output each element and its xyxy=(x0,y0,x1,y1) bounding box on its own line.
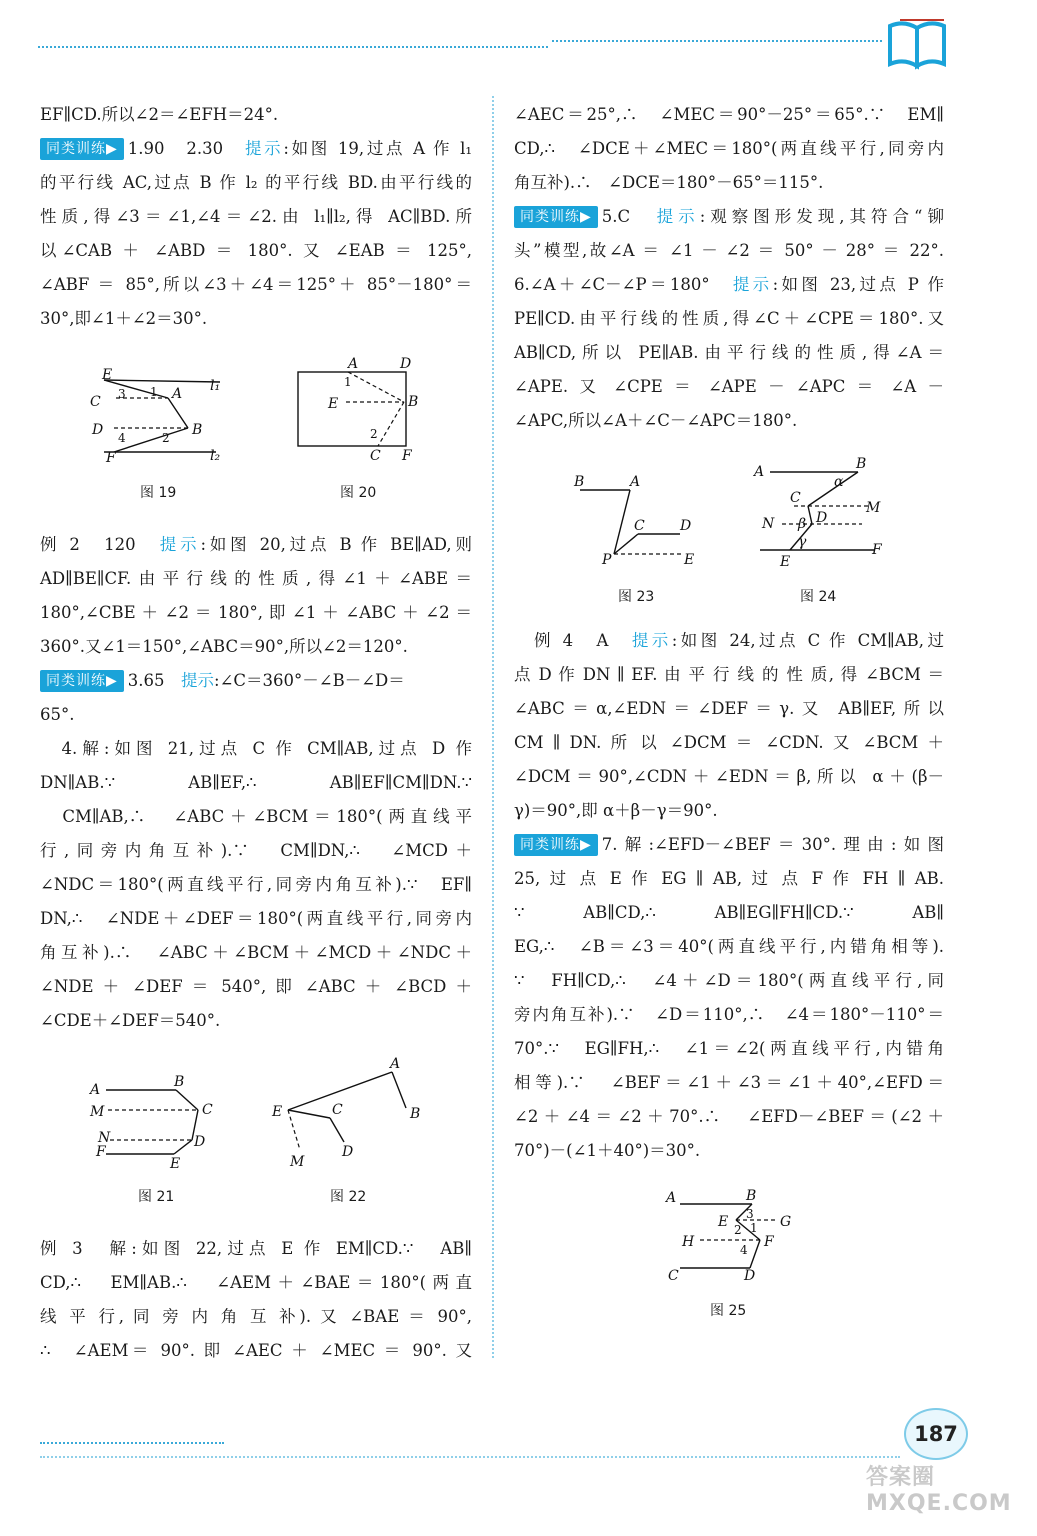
text-line xyxy=(40,132,472,166)
fig22-label: E xyxy=(272,1104,283,1120)
text-run: ∠NDE ＋ ∠DEF ＝ 540°, 即 ∠ABC ＋ ∠BCD ＋ xyxy=(40,977,472,996)
hint-label: 提示 xyxy=(732,275,773,294)
column-divider xyxy=(492,96,494,1358)
text-line xyxy=(40,834,472,868)
text-line xyxy=(40,596,472,630)
text-run: ∠ABF ＝ 85°,所以∠3＋∠4＝125°＋ 85°－180°＝ xyxy=(40,275,472,294)
text-run: ∠APE. 又 ∠CPE ＝ ∠APE － ∠APC ＝ ∠A － xyxy=(514,377,944,396)
text-line xyxy=(40,302,472,336)
text-line xyxy=(514,336,944,370)
text-line xyxy=(514,302,944,336)
text-line xyxy=(514,794,944,828)
text-run: 角互补).∴ ∠DCE＝180°－65°＝115°. xyxy=(514,173,824,192)
text-run: ∠DCM＝90°,∠CDN＋∠EDN＝β,所以 α＋(β－ xyxy=(514,767,944,786)
left-column-block-1 xyxy=(40,98,472,336)
text-run: AB∥CD,所以 PE∥AB.由平行线的性质,得∠A＝ xyxy=(514,343,944,362)
fig21-label: M xyxy=(90,1104,105,1120)
text-line xyxy=(514,1032,944,1066)
text-line xyxy=(40,868,472,902)
fig19-label: 1 xyxy=(150,385,158,399)
text-line xyxy=(514,404,944,438)
footer-dotted-rule xyxy=(40,1456,900,1458)
text-run: 180°,∠CBE ＋ ∠2 ＝ 180°, 即 ∠1 ＋ ∠ABC ＋ ∠2 ＝ xyxy=(40,603,472,622)
text-run: 相等).∵ ∠BEF＝∠1＋∠3＝∠1＋40°,∠EFD＝ xyxy=(514,1073,944,1092)
text-run: 5.C xyxy=(601,207,657,226)
text-run: 70°)－(∠1＋40°)＝30°. xyxy=(514,1141,701,1160)
right-column-block-1 xyxy=(514,98,944,438)
text-run: :观察图形发现,其符合“铆 xyxy=(699,207,944,226)
fig25-label: 1 xyxy=(750,1221,758,1235)
fig25-label: B xyxy=(746,1188,757,1204)
fig20-label: D xyxy=(400,356,412,372)
text-run: CD,∴ ∠DCE＋∠MEC＝180°(两直线平行,同旁内 xyxy=(514,139,944,158)
text-run: 7.解:∠EFD－∠BEF＝30°.理由:如图 xyxy=(601,835,944,854)
left-column-block-3 xyxy=(40,1232,472,1368)
figure-25 xyxy=(660,1184,800,1284)
watermark: 答案圈 MXQE.COM xyxy=(866,1465,1012,1516)
fig25-label: 3 xyxy=(746,1207,754,1221)
figure-21 xyxy=(86,1070,226,1174)
text-line xyxy=(40,970,472,1004)
text-line xyxy=(514,234,944,268)
text-line xyxy=(514,1100,944,1134)
text-line xyxy=(514,98,944,132)
figure-22 xyxy=(268,1054,434,1174)
text-line xyxy=(40,1334,472,1368)
fig21-label: N xyxy=(98,1130,111,1146)
text-run: ∵ FH∥CD,∴ ∠4＋∠D＝180°(两直线平行,同 xyxy=(514,971,944,990)
text-line xyxy=(514,896,944,930)
text-line xyxy=(514,200,944,234)
text-run: 3.65 xyxy=(127,671,182,690)
figure-20 xyxy=(292,352,424,468)
text-run: 头”模型,故∠A ＝ ∠1 － ∠2 ＝ 50° － 28° ＝ 22°. xyxy=(514,241,944,260)
text-line xyxy=(40,166,472,200)
text-line xyxy=(514,132,944,166)
text-run: 65°. xyxy=(40,705,75,724)
text-run: ∴ ∠AEM＝ 90°. 即 ∠AEC ＋ ∠MEC ＝ 90°. 又 xyxy=(40,1341,472,1360)
text-run: 25, 过 点 E 作 EG ∥ AB, 过 点 F 作 FH ∥ AB. xyxy=(514,869,944,888)
figure-23 xyxy=(568,470,708,570)
text-line xyxy=(514,930,944,964)
fig19-label: D xyxy=(92,422,104,438)
fig19-label: 3 xyxy=(118,387,126,401)
fig25-label: A xyxy=(666,1190,677,1206)
text-line xyxy=(40,698,472,732)
text-line xyxy=(514,726,944,760)
text-line xyxy=(514,268,944,302)
hint-label: 提示 xyxy=(181,671,215,690)
text-line xyxy=(40,528,472,562)
fig20-label: A xyxy=(348,356,359,372)
figure-20-caption: 图 20 xyxy=(340,485,377,501)
text-run: 行,同旁内角互补).∵ CM∥DN,∴ ∠MCD＋ xyxy=(40,841,472,860)
fig19-label: C xyxy=(90,394,101,410)
text-line xyxy=(40,732,472,766)
figure-24-caption: 图 24 xyxy=(800,589,837,605)
text-line xyxy=(40,630,472,664)
fig20-label: C xyxy=(370,448,381,464)
fig25-label: C xyxy=(668,1268,679,1284)
text-line xyxy=(40,664,472,698)
fig19-label: E xyxy=(102,367,113,383)
fig23-label: A xyxy=(630,474,641,490)
fig24-label: N xyxy=(762,516,775,532)
fig23-label: P xyxy=(602,552,612,568)
fig20-label: F xyxy=(402,448,412,464)
text-line xyxy=(40,98,472,132)
fig25-label: G xyxy=(780,1214,792,1230)
page-number: 187 xyxy=(904,1408,968,1460)
fig22-label: M xyxy=(290,1154,305,1170)
text-run: 的平行线 AC,过点 B 作 l₂ 的平行线 BD.由平行线的 xyxy=(40,173,472,192)
hint-label: 提示 xyxy=(656,207,700,226)
text-run: EG,∴ ∠B＝∠3＝40°(两直线平行,内错角相等). xyxy=(514,937,944,956)
text-run: 360°.又∠1＝150°,∠ABC＝90°,所以∠2＝120°. xyxy=(40,637,408,656)
figure-24 xyxy=(750,456,900,572)
fig19-label: A xyxy=(172,386,183,402)
fig24-label: D xyxy=(816,510,828,526)
fig24-label: M xyxy=(866,500,881,516)
hint-label: 提示 xyxy=(631,631,672,650)
text-line xyxy=(514,1066,944,1100)
text-line xyxy=(40,766,472,800)
fig21-label: D xyxy=(194,1134,206,1150)
fig25-label: H xyxy=(682,1234,695,1250)
fig22-label: C xyxy=(332,1102,343,1118)
text-run: 性质,得∠3＝∠1,∠4＝∠2.由 l₁∥l₂,得 AC∥BD.所 xyxy=(40,207,472,226)
fig24-label: α xyxy=(834,474,844,490)
text-line xyxy=(40,562,472,596)
footer-dotted-rule-short xyxy=(40,1442,224,1444)
figure-19 xyxy=(88,360,238,464)
fig24-label: C xyxy=(790,490,801,506)
hint-label: 提示 xyxy=(245,139,284,158)
text-run: 30°,即∠1＋∠2＝30°. xyxy=(40,309,208,328)
text-run: :如图 24,过点 C 作 CM∥AB,过 xyxy=(671,631,944,650)
practice-badge: 同类训练▶ xyxy=(40,670,124,692)
text-run: AD∥BE∥CF.由平行线的性质,得∠1＋∠ABE＝ xyxy=(40,569,472,588)
text-line xyxy=(514,998,944,1032)
text-line xyxy=(514,828,944,862)
practice-badge: 同类训练▶ xyxy=(514,206,598,228)
fig24-label: F xyxy=(872,542,882,558)
text-run: ∠APC,所以∠A＋∠C－∠APC＝180°. xyxy=(514,411,798,430)
text-line xyxy=(514,370,944,404)
fig24-label: E xyxy=(780,554,791,570)
fig22-label: B xyxy=(410,1106,421,1122)
text-run: 1.90 2.30 xyxy=(127,139,245,158)
figure-23-caption: 图 23 xyxy=(618,589,655,605)
text-run: ∠CDE＋∠DEF＝540°. xyxy=(40,1011,221,1030)
text-run: ∠2＋∠4＝∠2＋70°.∴ ∠EFD－∠BEF＝(∠2＋ xyxy=(514,1107,944,1126)
figure-19-caption: 图 19 xyxy=(140,485,177,501)
text-run: DN,∴ ∠NDE＋∠DEF＝180°(两直线平行,同旁内 xyxy=(40,909,472,928)
fig19-label: l₂ xyxy=(210,448,221,464)
fig25-label: F xyxy=(764,1234,774,1250)
fig25-label: D xyxy=(744,1268,756,1284)
figure-21-caption: 图 21 xyxy=(138,1189,175,1205)
fig21-label: C xyxy=(202,1102,213,1118)
fig24-label: B xyxy=(856,456,867,472)
text-run: 70°.∵ EG∥FH,∴ ∠1＝∠2(两直线平行,内错角 xyxy=(514,1039,944,1058)
text-line xyxy=(40,1004,472,1038)
text-run: :如图 19,过点 A 作 l₁ xyxy=(283,139,472,158)
text-run: 6.∠A＋∠C－∠P＝180° xyxy=(514,275,733,294)
text-line xyxy=(40,1266,472,1300)
text-line xyxy=(40,800,472,834)
text-line xyxy=(514,1134,944,1168)
text-run: ∠AEC＝25°,∴ ∠MEC＝90°－25°＝65°.∵ EM∥ xyxy=(514,105,944,124)
figure-22-caption: 图 22 xyxy=(330,1189,367,1205)
fig23-label: D xyxy=(680,518,692,534)
text-line xyxy=(514,964,944,998)
left-column-block-2 xyxy=(40,528,472,1038)
text-line xyxy=(40,200,472,234)
header-dotted-rule-right xyxy=(552,40,882,42)
fig19-label: B xyxy=(192,422,203,438)
fig19-label: 4 xyxy=(118,431,126,445)
header-dotted-rule-left xyxy=(38,46,548,48)
book-icon xyxy=(886,14,948,70)
text-line xyxy=(514,166,944,200)
text-line xyxy=(514,658,944,692)
fig24-label: β xyxy=(798,516,807,532)
right-column-block-2 xyxy=(514,624,944,1168)
fig19-label: F xyxy=(106,450,116,464)
fig24-label: γ xyxy=(798,534,807,550)
text-run: :如图 20,过点 B 作 BE∥AD,则 xyxy=(200,535,473,554)
text-run: CD,∴ EM∥AB.∴ ∠AEM＋∠BAE＝180°(两直 xyxy=(40,1273,472,1292)
text-run: 例 3 解:如图 22,过点 E 作 EM∥CD.∵ AB∥ xyxy=(40,1239,472,1258)
text-line xyxy=(40,1300,472,1334)
text-run: ∵ AB∥CD,∴ AB∥EG∥FH∥CD.∵ AB∥ xyxy=(514,903,944,922)
text-run: 角互补).∴ ∠ABC＋∠BCM＋∠MCD＋∠NDC＋ xyxy=(40,943,472,962)
text-line xyxy=(40,234,472,268)
text-line xyxy=(40,936,472,970)
fig20-label: 1 xyxy=(344,375,352,389)
fig20-label: 2 xyxy=(370,427,378,441)
text-line xyxy=(40,268,472,302)
text-run: 点 D 作 DN ∥ EF. 由 平 行 线 的 性 质, 得 ∠BCM ＝ xyxy=(514,665,944,684)
text-line xyxy=(514,624,944,658)
fig20-label: B xyxy=(408,394,419,410)
text-run: γ)＝90°,即 α＋β－γ＝90°. xyxy=(514,801,718,820)
text-line xyxy=(40,902,472,936)
fig21-label: B xyxy=(174,1074,185,1090)
fig20-label: E xyxy=(328,396,339,412)
text-run: 例 4 A xyxy=(514,631,632,650)
fig25-label: E xyxy=(718,1214,729,1230)
text-run: 例 2 120 xyxy=(40,535,160,554)
practice-badge: 同类训练▶ xyxy=(514,834,598,856)
figure-25-caption: 图 25 xyxy=(710,1303,747,1319)
fig23-label: C xyxy=(634,518,645,534)
fig25-label: 4 xyxy=(740,1243,748,1257)
text-run: 线 平 行, 同 旁 内 角 互 补). 又 ∠BAE ＝ 90°, xyxy=(40,1307,472,1326)
fig21-label: A xyxy=(90,1082,101,1098)
text-run: CM ∥ DN. 所 以 ∠DCM ＝ ∠CDN. 又 ∠BCM ＋ xyxy=(514,733,944,752)
fig21-label: E xyxy=(170,1156,181,1172)
text-run: PE∥CD.由平行线的性质,得∠C＋∠CPE＝180°.又 xyxy=(514,309,944,328)
fig23-label: E xyxy=(684,552,695,568)
text-run: :如图 23,过点 P 作 xyxy=(772,275,945,294)
fig22-label: A xyxy=(390,1056,401,1072)
text-run: ∠ABC＝α,∠EDN＝∠DEF＝γ.又 AB∥EF,所以 xyxy=(514,699,944,718)
fig23-label: B xyxy=(574,474,585,490)
text-run: DN∥AB.∵ AB∥EF,∴ AB∥EF∥CM∥DN.∵ xyxy=(40,773,472,792)
text-line xyxy=(40,1232,472,1266)
fig24-label: A xyxy=(754,464,765,480)
fig19-label: 2 xyxy=(162,431,170,445)
practice-badge: 同类训练▶ xyxy=(40,138,124,160)
text-line xyxy=(514,692,944,726)
text-run: 4.解:如图 21,过点 C 作 CM∥AB,过点 D 作 xyxy=(40,739,472,758)
fig19-label: l₁ xyxy=(210,378,221,394)
text-run: EF∥CD.所以∠2＝∠EFH＝24°. xyxy=(40,105,279,124)
fig25-label: 2 xyxy=(734,1223,742,1237)
text-run: 旁内角互补).∵ ∠D＝110°,∴ ∠4＝180°－110°＝ xyxy=(514,1005,944,1024)
hint-label: 提示 xyxy=(159,535,201,554)
text-run: 以∠CAB ＋ ∠ABD ＝ 180°. 又 ∠EAB ＝ 125°, xyxy=(40,241,472,260)
fig21-label: F xyxy=(96,1144,106,1160)
text-line xyxy=(514,760,944,794)
text-run: CM∥AB,∴ ∠ABC＋∠BCM＝180°(两直线平 xyxy=(40,807,472,826)
text-line xyxy=(514,862,944,896)
fig22-label: D xyxy=(342,1144,354,1160)
text-run: ∠NDC＝180°(两直线平行,同旁内角互补).∵ EF∥ xyxy=(40,875,472,894)
text-run: :∠C＝360°－∠B－∠D＝ xyxy=(214,671,405,690)
